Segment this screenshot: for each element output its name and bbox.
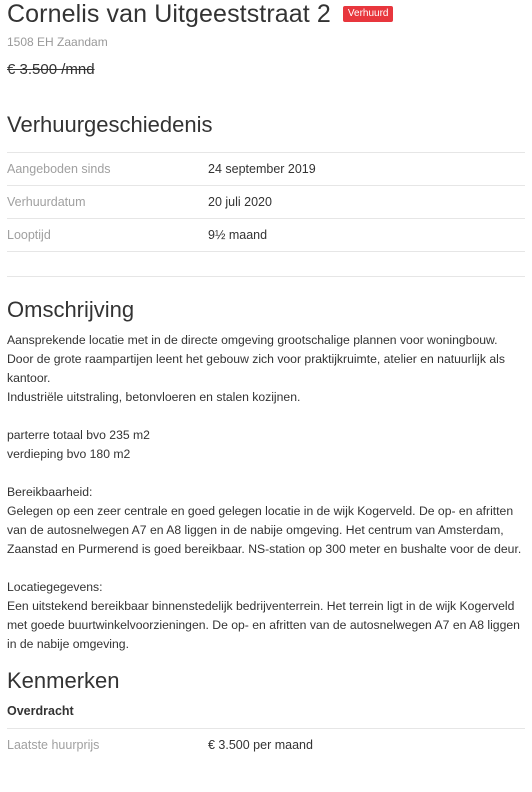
history-value: 9½ maand bbox=[208, 228, 268, 242]
listing-header bbox=[7, 0, 525, 29]
history-value: 20 juli 2020 bbox=[208, 195, 272, 209]
listing-address: 1508 EH Zaandam bbox=[7, 35, 108, 49]
features-table bbox=[7, 728, 525, 761]
history-table bbox=[7, 152, 525, 252]
history-heading: Verhuurgeschiedenis bbox=[7, 112, 213, 137]
history-value: 24 september 2019 bbox=[208, 162, 316, 176]
status-badge: Verhuurd bbox=[343, 6, 394, 22]
features-value: € 3.500 per maand bbox=[208, 738, 313, 752]
history-row bbox=[7, 186, 525, 219]
history-label: Looptijd bbox=[7, 228, 51, 242]
description-paragraph: Bereikbaarheid: Gelegen op een zeer centrale en goed gelegen locatie in de wijk Kogerveld. De op- en afritten van de autosnelwegen A7 en A8 liggen in de nabije omgeving. Het centrum van Amsterdam, Zaanstad en Purmerend is goed bereikbaar. NS-station op 300 meter en bushalte voor de deur. bbox=[7, 485, 522, 556]
listing-title: Cornelis van Uitgeeststraat 2 bbox=[7, 0, 331, 28]
features-label: Laatste huurprijs bbox=[7, 738, 100, 752]
description-heading: Omschrijving bbox=[7, 297, 135, 322]
features-heading: Kenmerken bbox=[7, 668, 120, 693]
history-label: Aangeboden sinds bbox=[7, 162, 111, 176]
features-subheading: Overdracht bbox=[7, 704, 74, 718]
description-body bbox=[7, 331, 525, 654]
description-paragraph: parterre totaal bvo 235 m2 verdieping bvo 180 m2 bbox=[7, 428, 150, 461]
description-paragraph: Aansprekende locatie met in de directe omgeving grootschalige plannen voor woningbouw. Door de grote raampartijen leent het gebouw zich voor praktijkruimte, atelier en natuurlijk als kantoor. Industriële uitstraling, betonvloeren en stalen kozijnen. bbox=[7, 333, 505, 404]
history-label: Verhuurdatum bbox=[7, 195, 86, 209]
price-old: € 3.500 /mnd bbox=[7, 61, 95, 78]
history-row bbox=[7, 153, 525, 186]
description-paragraph: Locatiegegevens: Een uitstekend bereikbaar binnenstedelijk bedrijventerrein. Het terrein ligt in de wijk Kogerveld met goede buurtwinkelvoorzieningen. De op- en afritten van de autosnelwegen A7 en A8 liggen in de nabije omgeving. bbox=[7, 580, 520, 651]
features-row bbox=[7, 729, 525, 761]
history-row bbox=[7, 219, 525, 252]
section-divider bbox=[7, 276, 525, 277]
